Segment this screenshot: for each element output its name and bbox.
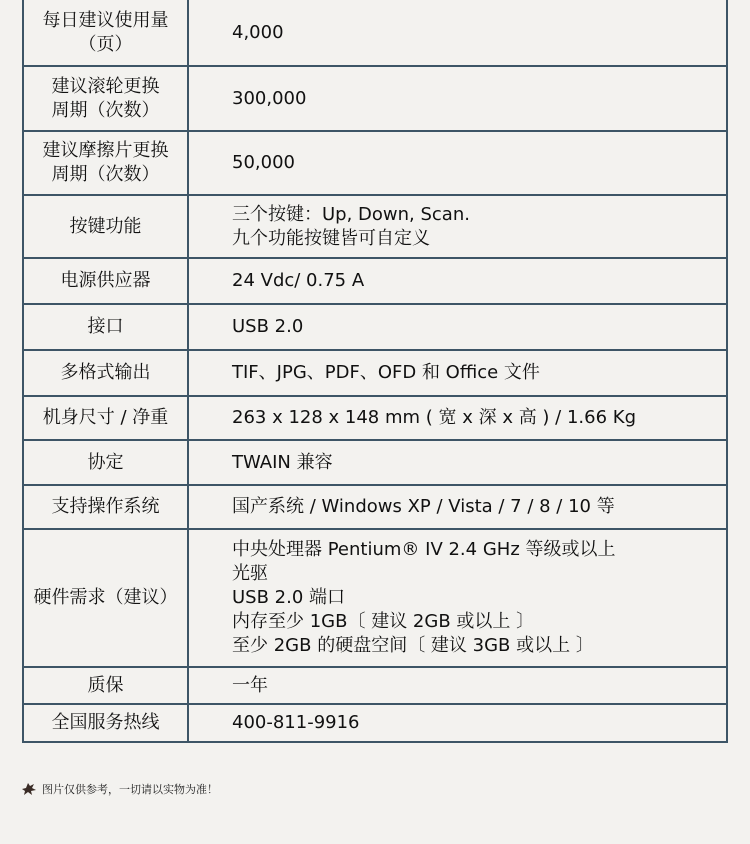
spec-row-warranty [23,667,727,704]
row-label [23,0,188,66]
label-line: 硬件需求（建议） [33,587,178,608]
value-line: TIF、JPG、PDF、OFD 和 Office 文件 [232,362,540,383]
value-line: 三个按键：Up, Down, Scan. [232,203,470,225]
label-line: 机身尺寸 / 净重 [42,407,169,428]
label-line: 支持操作系统 [51,496,160,517]
spec-row-buttons [23,195,727,258]
value-line: 300,000 [232,87,307,109]
value-line: 中央处理器 Pentium® IV 2.4 GHz 等级或以上 [232,539,616,560]
row-label [23,66,188,131]
label-line: 建议滚轮更换 [51,75,160,97]
row-label [23,704,188,742]
row-label [23,396,188,440]
label-line: 按键功能 [69,215,142,237]
label-line: 周期（次数） [51,99,160,121]
spec-row-hardware [23,529,727,667]
label-line: 协定 [87,451,124,473]
value-line: 263 x 128 x 148 mm ( 宽 x 深 x 高 ) / 1.66 Kg [232,407,636,428]
row-value [188,131,727,195]
ink-splat-icon [22,783,36,796]
spec-row-dimensions [23,396,727,440]
row-value [188,529,727,667]
value-line: 至少 2GB 的硬盘空间〔 建议 3GB 或以上 〕 [232,635,594,656]
value-line: 光驱 [232,563,268,584]
label-line: （页） [78,33,133,55]
row-label [23,529,188,667]
row-value [188,704,727,742]
row-label [23,258,188,304]
row-value [188,66,727,131]
spec-row-output-formats [23,350,727,396]
value-line: 4,000 [232,21,284,43]
label-line: 周期（次数） [51,164,160,185]
footnote [22,781,218,797]
row-value [188,195,727,258]
label-line: 全国服务热线 [51,712,160,733]
row-label [23,350,188,396]
row-label [23,485,188,529]
row-value [188,258,727,304]
spec-row-os [23,485,727,529]
spec-row-daily-volume [23,0,727,66]
value-line: 九个功能按键皆可自定义 [232,227,430,249]
label-line: 建议摩擦片更换 [42,140,169,161]
value-line: 内存至少 1GB〔 建议 2GB 或以上 〕 [232,611,535,632]
row-value [188,440,727,485]
row-label [23,667,188,704]
value-line: USB 2.0 [232,316,304,337]
row-label [23,440,188,485]
row-value [188,0,727,66]
value-line: 400-811-9916 [232,712,360,733]
value-line: USB 2.0 端口 [232,587,346,608]
value-line: 一年 [232,674,268,696]
value-line: 24 Vdc/ 0.75 A [232,270,365,291]
row-value [188,667,727,704]
value-line: 国产系统 / Windows XP / Vista / 7 / 8 / 10 等 [232,496,615,517]
footnote-text: 图片仅供参考，一切请以实物为准！ [42,783,218,796]
row-label [23,304,188,350]
spec-row-roller-cycle [23,66,727,131]
spec-row-interface [23,304,727,350]
label-line: 电源供应器 [60,270,151,291]
label-line: 接口 [87,316,124,337]
row-value [188,396,727,440]
spec-table [22,0,728,743]
row-value [188,350,727,396]
spec-row-power [23,258,727,304]
label-line: 质保 [87,674,124,696]
row-label [23,195,188,258]
spec-row-protocol [23,440,727,485]
row-value [188,304,727,350]
label-line: 每日建议使用量 [42,9,169,31]
value-line: TWAIN 兼容 [232,451,333,473]
label-line: 多格式输出 [60,362,151,383]
spec-row-hotline [23,704,727,742]
value-line: 50,000 [232,152,295,173]
spec-row-pad-cycle [23,131,727,195]
row-value [188,485,727,529]
row-label [23,131,188,195]
